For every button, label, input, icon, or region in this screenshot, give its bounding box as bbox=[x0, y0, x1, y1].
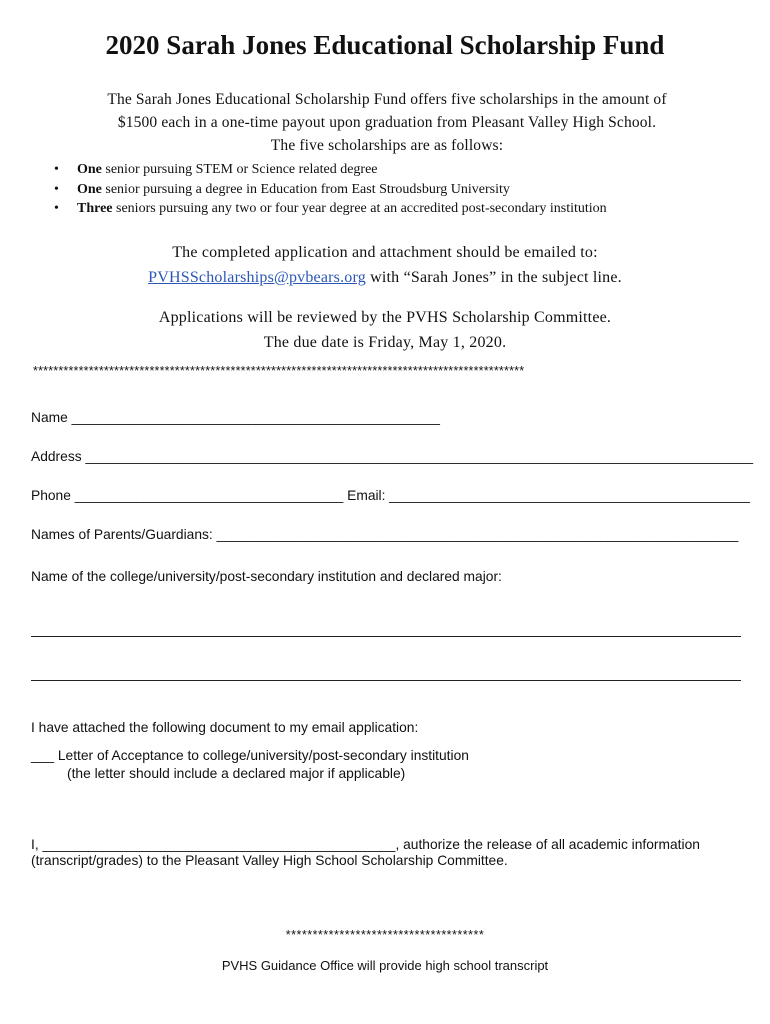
intro-line-1: The Sarah Jones Educational Scholarship Fund offers five scholarships in the amount of bbox=[107, 91, 667, 108]
acceptance-letter-note: (the letter should include a declared major if applicable) bbox=[67, 766, 406, 781]
submission-line-1: The completed application and attachment should be emailed to: bbox=[172, 244, 598, 261]
authorization-text: (transcript/grades) to the Pleasant Valley High School Scholarship Committee. bbox=[31, 853, 508, 868]
document-title: 2020 Sarah Jones Educational Scholarship Fund bbox=[105, 30, 665, 60]
attachment-label: I have attached the following document to my email application: bbox=[31, 720, 419, 735]
scholarship-list bbox=[50, 160, 607, 219]
review-info bbox=[0, 305, 770, 355]
institution-answer-line-1[interactable] bbox=[31, 636, 741, 637]
intro-paragraph bbox=[40, 88, 734, 157]
submission-instructions bbox=[0, 240, 770, 290]
bullet-text: senior pursuing a degree in Education from East Stroudsburg University bbox=[101, 181, 510, 197]
submission-line-2 bbox=[0, 265, 770, 290]
review-line: Applications will be reviewed by the PVHS Scholarship Committee. bbox=[158, 309, 612, 326]
phone-email-field[interactable]: Phone ___________________________________ Email: _______________________________________________ bbox=[31, 488, 750, 503]
authorization-signature[interactable]: I, ______________________________________________, authorize the release of all academic information bbox=[31, 837, 700, 852]
subject-instructions: with “Sarah Jones” in the subject line. bbox=[365, 269, 622, 286]
institution-answer-line-2[interactable] bbox=[31, 680, 741, 681]
list-item bbox=[50, 199, 607, 219]
bullet-count: One bbox=[77, 181, 102, 197]
intro-line-3: The five scholarships are as follows: bbox=[270, 137, 504, 154]
email-link[interactable]: PVHSScholarships@pvbears.org bbox=[148, 269, 366, 286]
acceptance-letter-checkbox[interactable]: ___ Letter of Acceptance to college/university/post-secondary institution bbox=[31, 748, 469, 763]
footer-note: PVHS Guidance Office will provide high school transcript bbox=[221, 958, 549, 973]
address-field[interactable]: Address _______________________________________________________________________________________ bbox=[31, 449, 754, 464]
due-date: The due date is Friday, May 1, 2020. bbox=[263, 334, 507, 351]
bullet-text: seniors pursuing any two or four year degree at an accredited post-secondary institution bbox=[112, 201, 607, 216]
list-item bbox=[50, 160, 607, 180]
bullet-count: Three bbox=[77, 201, 113, 216]
bullet-text: senior pursuing STEM or Science related degree bbox=[101, 162, 378, 177]
bottom-divider: ************************************* bbox=[285, 928, 485, 942]
name-field[interactable]: Name ________________________________________________ bbox=[31, 410, 440, 425]
parents-field[interactable]: Names of Parents/Guardians: ____________________________________________________________________ bbox=[31, 527, 739, 542]
institution-label: Name of the college/university/post-secondary institution and declared major: bbox=[31, 569, 502, 584]
list-item bbox=[50, 180, 607, 200]
section-divider: ************************************************************************************************* bbox=[33, 364, 525, 378]
bullet-count: One bbox=[77, 162, 102, 177]
intro-line-2: $1500 each in a one-time payout upon graduation from Pleasant Valley High School. bbox=[117, 114, 657, 131]
